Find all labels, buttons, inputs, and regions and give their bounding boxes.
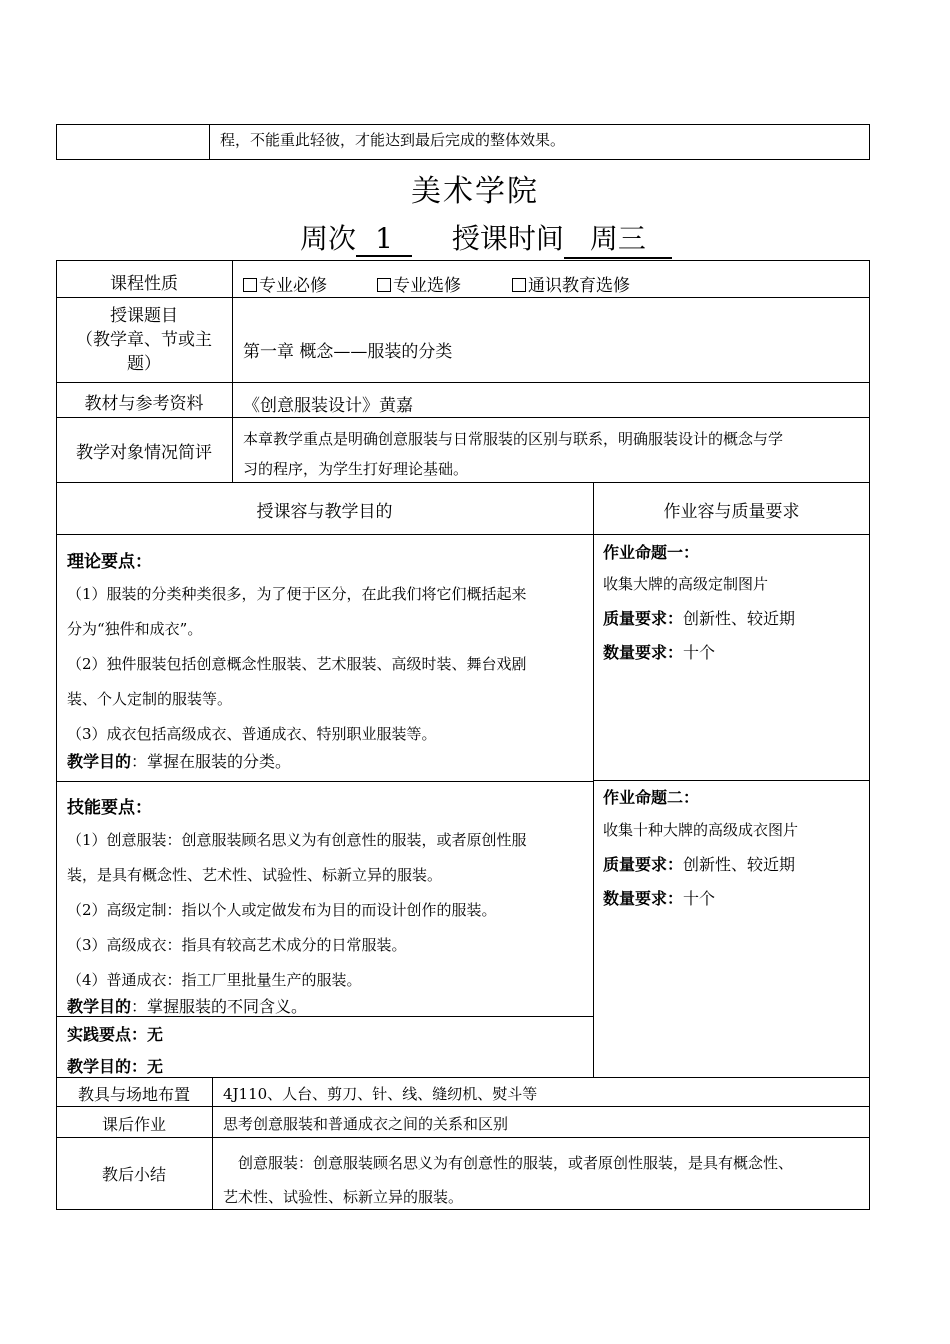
option-general-elective[interactable]: 通识教育选修: [512, 271, 630, 296]
col-rule: [212, 1077, 213, 1210]
practice-points: 实践要点：无: [67, 1025, 164, 1044]
option-required[interactable]: 专业必修: [243, 271, 327, 296]
row-rule: [56, 1106, 870, 1107]
theory-line: （3）成衣包括高级成衣、普通成衣、特别职业服装等。: [67, 725, 437, 743]
row-rule: [56, 534, 870, 535]
course-nature-label: 课程性质: [110, 274, 178, 294]
week-label: 周次: [300, 222, 357, 255]
right-column-header: 作业容与质量要求: [663, 502, 800, 522]
time-value: 周三: [564, 217, 672, 259]
checkbox-icon[interactable]: [512, 278, 526, 292]
skills-line: （1）创意服装：创意服装顾名思义为有创意性的服装，或者原创性服: [67, 831, 527, 849]
audience-line: 本章教学重点是明确创意服装与日常服装的区别与联系，明确服装设计的概念与学: [243, 430, 784, 448]
hw2-quantity: 数量要求：十个: [603, 889, 716, 908]
row-rule: [56, 382, 870, 383]
materials-value: 《创意服装设计》黄嘉: [243, 396, 413, 416]
materials-label: 教材与参考资料: [84, 394, 204, 414]
week-line: [300, 217, 672, 259]
hw2-desc: 收集十种大牌的高级成衣图片: [603, 821, 799, 839]
topic-label: 授课题目 （教学章、节或主 题）: [76, 306, 212, 374]
audience-label: 教学对象情况简评: [76, 443, 212, 463]
theory-line: 分为“独件和成衣”。: [67, 620, 203, 638]
option-elective[interactable]: 专业选修: [377, 271, 461, 296]
row-rule: [56, 1137, 870, 1138]
theory-line: 装、个人定制的服装等。: [67, 690, 233, 708]
checkbox-icon[interactable]: [377, 278, 391, 292]
col-rule: [232, 260, 233, 482]
col-rule: [593, 482, 594, 1077]
theory-goal: 教学目的：掌握在服装的分类。: [67, 752, 292, 771]
continuation-row-divider: [209, 124, 210, 160]
summary-label: 教后小结: [101, 1165, 166, 1184]
homework-value: 思考创意服装和普通成衣之间的关系和区别: [223, 1115, 509, 1133]
summary-line: 创意服装：创意服装顾名思义为有创意性的服装，或者原创性服装，是具有概念性、: [238, 1154, 794, 1172]
skills-line: 装，是具有概念性、艺术性、试验性、标新立异的服装。: [67, 866, 443, 884]
homework-label: 课后作业: [101, 1115, 166, 1134]
row-rule: [56, 781, 593, 782]
week-value: 1: [356, 222, 412, 257]
page-title: 美术学院: [411, 174, 539, 209]
equipment-value: 4J110、人台、剪刀、针、线、缝纫机、熨斗等: [223, 1085, 538, 1103]
topic-value: 第一章 概念——服装的分类: [243, 342, 453, 362]
skills-goal: 教学目的：掌握服装的不同含义。: [67, 997, 308, 1016]
hw2-title: 作业命题二：: [603, 788, 700, 807]
hw1-desc: 收集大牌的高级定制图片: [603, 575, 769, 593]
audience-line: 习的程序，为学生打好理论基础。: [243, 460, 469, 478]
time-label: 授课时间: [451, 222, 564, 255]
checkbox-icon[interactable]: [243, 278, 257, 292]
equipment-label: 教具与场地布置: [77, 1085, 190, 1104]
row-rule: [593, 780, 870, 781]
left-column-header: 授课容与教学目的: [256, 502, 393, 522]
hw2-quality: 质量要求：创新性、较近期: [603, 855, 796, 874]
row-rule: [56, 297, 870, 298]
hw1-title: 作业命题一：: [603, 543, 700, 562]
row-rule: [56, 1077, 870, 1078]
hw1-quantity: 数量要求：十个: [603, 643, 716, 662]
skills-line: （3）高级成衣：指具有较高艺术成分的日常服装。: [67, 936, 407, 954]
row-rule: [56, 482, 870, 483]
summary-line: 艺术性、试验性、标新立异的服装。: [223, 1188, 464, 1206]
practice-goal: 教学目的：无: [67, 1057, 164, 1076]
theory-line: （2）独件服装包括创意概念性服装、艺术服装、高级时装、舞台戏剧: [67, 655, 527, 673]
skills-line: （2）高级定制：指以个人或定做发布为目的而设计创作的服装。: [67, 901, 497, 919]
skills-line: （4）普通成衣：指工厂里批量生产的服装。: [67, 971, 362, 989]
theory-line: （1）服装的分类种类很多，为了便于区分，在此我们将它们概括起来: [67, 585, 527, 603]
hw1-quality: 质量要求：创新性、较近期: [603, 609, 796, 628]
skills-heading: 技能要点：: [67, 798, 152, 818]
theory-heading: 理论要点：: [67, 552, 152, 572]
continuation-text: 程，不能重此轻彼，才能达到最后完成的整体效果。: [220, 131, 566, 149]
row-rule: [56, 417, 870, 418]
